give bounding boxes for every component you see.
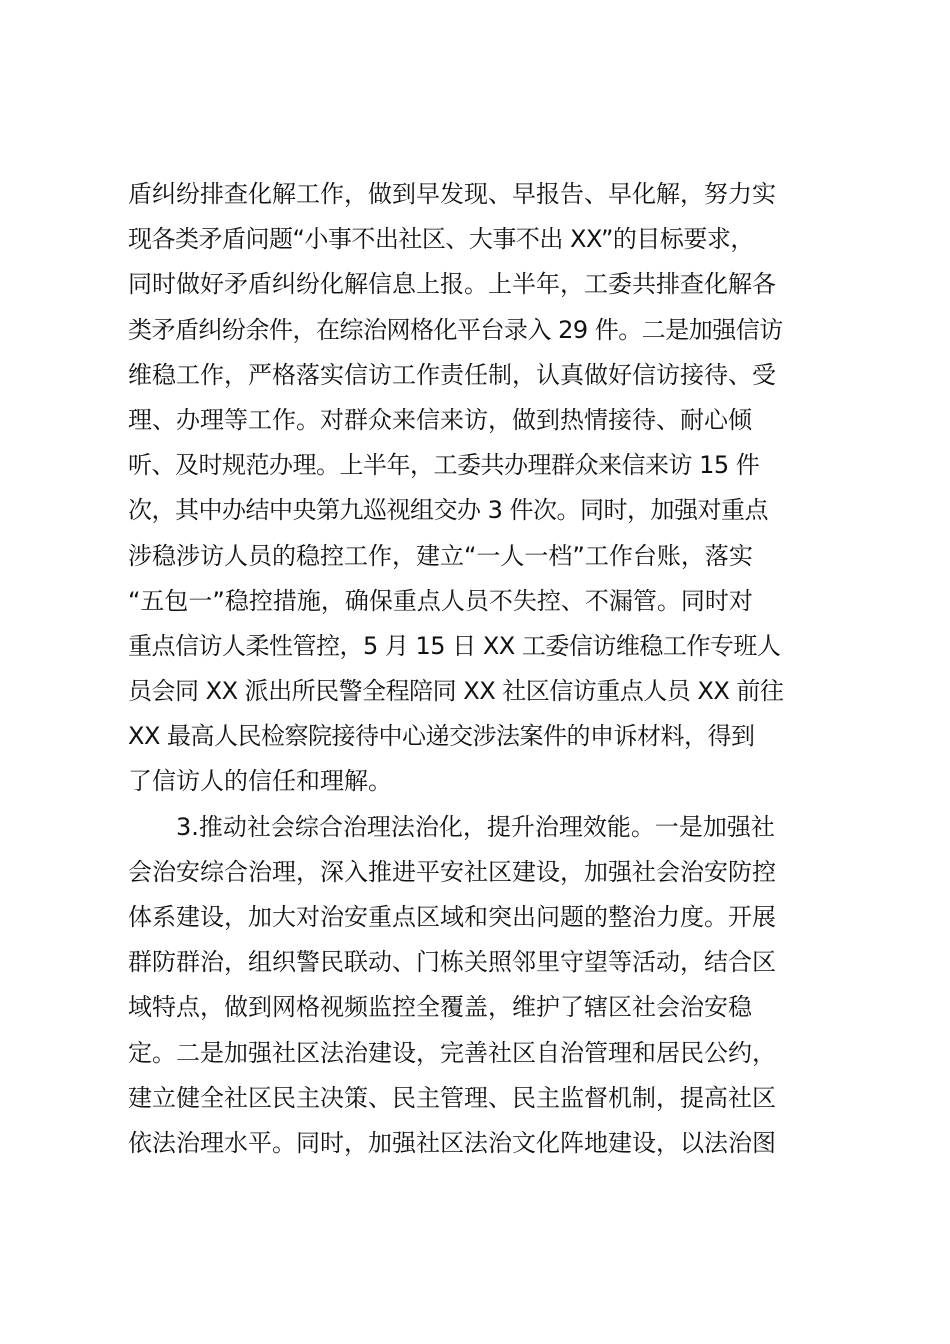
text-line: 次，其中办结中央第九巡视组交办 3 件次。同时，加强对重点 xyxy=(128,496,769,525)
text-line: 听、及时规范办理。上半年，工委共办理群众来信来访 15 件 xyxy=(128,451,760,480)
text-line: 会治安综合治理，深入推进平安社区建设，加强社会治安防控 xyxy=(128,857,776,886)
text-line: 类矛盾纠纷余件，在综治网格化平台录入 29 件。二是加强信访 xyxy=(128,315,783,344)
text-line: 涉稳涉访人员的稳控工作，建立“一人一档”工作台账，落实 xyxy=(128,541,753,570)
text-line: 定。二是加强社区法治建设，完善社区自治管理和居民公约， xyxy=(128,1038,776,1067)
text-line: 群防群治，组织警民联动、门栋关照邻里守望等活动，结合区 xyxy=(128,948,776,977)
text-line: 理、办理等工作。对群众来信来访，做到热情接待、耐心倾 xyxy=(128,405,752,434)
text-line: 重点信访人柔性管控，5 月 15 日 XX 工委信访维稳工作专班人 xyxy=(128,631,781,660)
text-line: 员会同 XX 派出所民警全程陪同 XX 社区信访重点人员 XX 前往 xyxy=(128,677,784,706)
text-line: 现各类矛盾问题“小事不出社区、大事不出 XX”的目标要求， xyxy=(128,225,754,254)
text-line: 体系建设，加大对治安重点区域和突出问题的整治力度。开展 xyxy=(128,903,776,931)
body-text xyxy=(128,172,848,1166)
text-line: 了信访人的信任和理解。 xyxy=(128,767,392,796)
text-line: 建立健全社区民主决策、民主管理、民主监督机制，提高社区 xyxy=(128,1083,776,1112)
section-heading-line: 3.推动社会综合治理法治化，提升治理效能。一是加强社 xyxy=(176,812,775,841)
text-line: 依法治理水平。同时，加强社区法治文化阵地建设，以法治图 xyxy=(128,1128,776,1157)
text-line: 域特点，做到网格视频监控全覆盖，维护了辖区社会治安稳 xyxy=(128,993,752,1022)
text-line: 维稳工作，严格落实信访工作责任制，认真做好信访接待、受 xyxy=(128,360,776,389)
text-line: “五包一”稳控措施，确保重点人员不失控、不漏管。同时对 xyxy=(128,586,753,615)
text-line: 同时做好矛盾纠纷化解信息上报。上半年，工委共排查化解各 xyxy=(128,270,776,299)
text-line: 盾纠纷排查化解工作，做到早发现、早报告、早化解，努力实 xyxy=(128,180,776,208)
text-line: XX 最高人民检察院接待中心递交涉法案件的申诉材料，得到 xyxy=(128,722,755,751)
